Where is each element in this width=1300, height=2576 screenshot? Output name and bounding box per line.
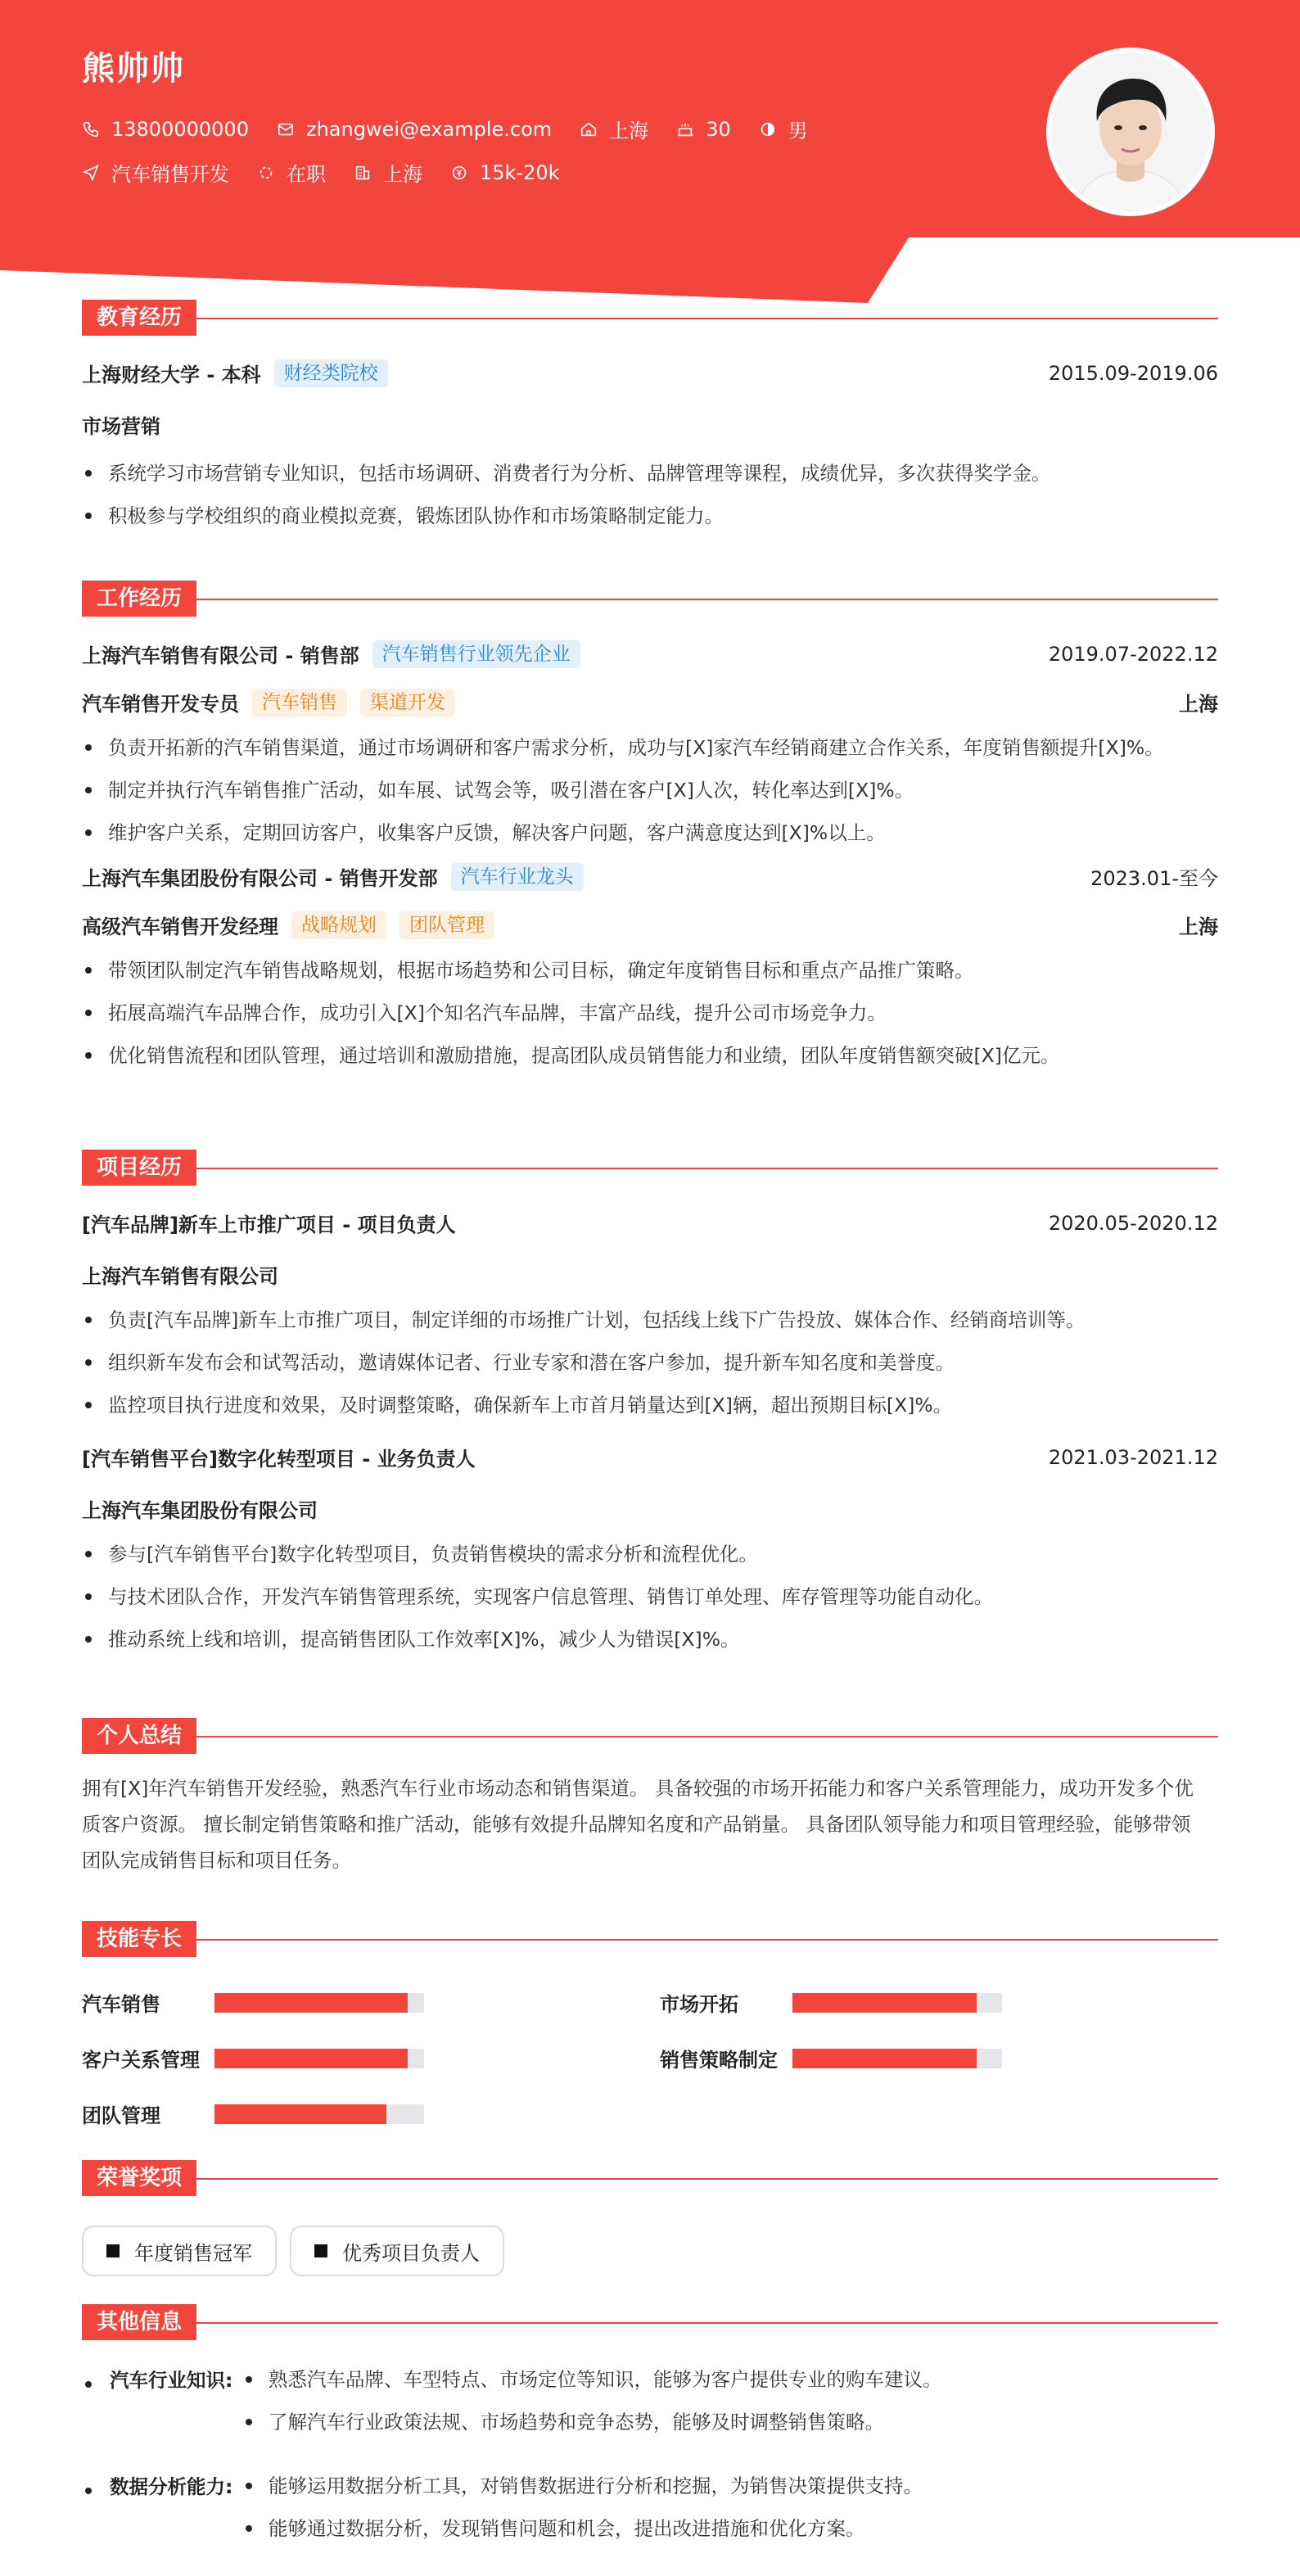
project-name: [汽车销售平台]数字化转型项目 - 业务负责人 (82, 1448, 476, 1471)
major-name: 市场营销 (82, 415, 160, 438)
square-bullet-icon (314, 2244, 327, 2257)
award-badge (290, 2226, 504, 2276)
other-bullets (242, 2358, 942, 2443)
list-item: 负责开拓新的汽车销售渠道，通过市场调研和客户需求分析，成功与[X]家汽车经销商建立合作关系，年度销售额提升[X]%。 (82, 726, 1218, 769)
email-item (277, 118, 552, 141)
work-bullets (82, 726, 1218, 854)
list-item: 拓展高端汽车品牌合作，成功引入[X]个知名汽车品牌，丰富产品线，提升公司市场竞争力。 (82, 992, 1218, 1034)
education-school-row (82, 359, 1218, 387)
award-name: 优秀项目负责人 (342, 2241, 480, 2265)
summary-section (82, 1718, 1218, 1878)
job-target-item (82, 158, 229, 187)
project-bullets (82, 1299, 1218, 1426)
resume-header (0, 0, 1300, 303)
company-tag: 汽车销售行业领先企业 (372, 640, 580, 668)
status-item (257, 158, 326, 187)
section-label: 技能专长 (82, 1921, 196, 1957)
role-name: 高级汽车销售开发经理 (82, 915, 278, 938)
role-row (82, 688, 1218, 716)
skill-name: 客户关系管理 (82, 2049, 200, 2072)
mail-icon (277, 120, 295, 138)
project-date: 2020.05-2020.12 (1048, 1211, 1218, 1235)
company-name: 上海汽车销售有限公司 - 销售部 (82, 644, 359, 667)
skill-item (82, 2099, 424, 2128)
list-item: 能够通过数据分析，发现销售问题和机会，提出改进措施和优化方案。 (242, 2507, 923, 2550)
education-major-row (82, 410, 1218, 439)
contact-row (82, 115, 836, 143)
job-intent-row (82, 158, 588, 187)
section-label: 工作经历 (82, 581, 196, 617)
education-bullets (82, 452, 1218, 537)
salary-text: 15k-20k (480, 160, 560, 184)
section-divider (82, 2178, 1218, 2180)
salary-item (450, 161, 560, 184)
other-item (82, 2365, 942, 2443)
skill-name: 销售策略制定 (660, 2049, 778, 2072)
project-entry-2 (82, 1443, 1218, 1661)
education-section (82, 300, 1218, 537)
list-item: 优化销售流程和团队管理，通过培训和激励措施，提高团队成员销售能力和业绩，团队年度销售额突破[X]亿元。 (82, 1034, 1218, 1077)
company-name: 上海汽车集团股份有限公司 - 销售开发部 (82, 867, 438, 890)
skill-item (660, 2044, 1002, 2072)
age-text: 30 (706, 117, 731, 141)
list-item: 熟悉汽车品牌、车型特点、市场定位等知识，能够为客户提供专业的购车建议。 (242, 2358, 942, 2401)
work-location: 上海 (1179, 693, 1218, 716)
skill-bar-fill (214, 2104, 386, 2124)
city-text: 上海 (609, 120, 649, 142)
skill-item (660, 1988, 1002, 2017)
company-tag: 汽车行业龙头 (451, 863, 584, 891)
skill-name: 团队管理 (82, 2104, 160, 2127)
work-section (82, 581, 1218, 1077)
role-row (82, 911, 1218, 939)
list-item: 制定并执行汽车销售推广活动，如车展、试驾会等，吸引潜在客户[X]人次，转化率达到[X]%。 (82, 769, 1218, 811)
list-item: 组织新车发布会和试驾活动，邀请媒体记者、行业专家和潜在客户参加，提升新车知名度和美誉度。 (82, 1341, 1218, 1384)
section-label: 荣誉奖项 (82, 2160, 196, 2196)
building-icon (354, 164, 372, 182)
section-divider (82, 1736, 1218, 1738)
list-item: 积极参与学校组织的商业模拟竞赛，锻炼团队协作和市场策略制定能力。 (82, 495, 1218, 537)
summary-text (82, 1770, 1218, 1878)
gender-icon (759, 120, 777, 138)
section-divider (82, 599, 1218, 600)
skill-bar-fill (792, 2049, 977, 2068)
status-text: 在职 (287, 163, 326, 186)
section-label: 教育经历 (82, 300, 196, 336)
skill-chip: 渠道开发 (360, 689, 455, 716)
skills-title (82, 1921, 1218, 1960)
list-item: 了解汽车行业政策法规、市场趋势和竞争态势，能够及时调整销售策略。 (242, 2401, 942, 2443)
section-label: 其他信息 (82, 2304, 196, 2340)
summary-line: 质客户资源。 擅长制定销售策略和推广活动，能够有效提升品牌知名度和产品销量。 具备团队领导能力和项目管理经验，能够带领 (82, 1813, 1191, 1836)
education-date: 2015.09-2019.06 (1048, 361, 1218, 385)
list-item: 带领团队制定汽车销售战略规划，根据市场趋势和公司目标，确定年度销售目标和重点产品推广策略。 (82, 949, 1218, 992)
skill-item (82, 1988, 424, 2017)
avatar (1046, 47, 1215, 216)
project-date: 2021.03-2021.12 (1048, 1445, 1218, 1469)
skill-bar (792, 2049, 1002, 2068)
section-divider (82, 1939, 1218, 1941)
skill-chip: 汽车销售 (252, 689, 347, 716)
skill-bar-fill (792, 1993, 977, 2013)
list-item: 参与[汽车销售平台]数字化转型项目，负责销售模块的需求分析和流程优化。 (82, 1533, 1218, 1575)
award-badge (82, 2226, 277, 2276)
avatar-portrait (1051, 52, 1210, 211)
other-section (82, 2304, 1218, 2343)
education-title (82, 300, 1218, 339)
work-entry-1 (82, 639, 1218, 854)
target-city-item (354, 158, 422, 187)
status-icon (257, 164, 275, 182)
city-item (580, 115, 648, 143)
skill-name: 汽车销售 (82, 1993, 160, 2016)
work-title (82, 581, 1218, 620)
section-label: 个人总结 (82, 1718, 196, 1754)
list-item: 与技术团队合作，开发汽车销售管理系统，实现客户信息管理、销售订单处理、库存管理等功能自动化。 (82, 1575, 1218, 1618)
other-label: 汽车行业知识: (82, 2365, 242, 2443)
project-title-row (82, 1209, 1218, 1237)
project-entry-1 (82, 1209, 1218, 1426)
gender-item (759, 115, 808, 143)
work-entry-2 (82, 862, 1218, 1077)
project-company-row (82, 1494, 1218, 1523)
project-section (82, 1150, 1218, 1661)
age-item (676, 118, 731, 141)
skill-bar (214, 2104, 424, 2124)
section-label: 项目经历 (82, 1150, 196, 1186)
skills-section (82, 1921, 1218, 2134)
summary-line: 团队完成销售目标和项目任务。 (82, 1849, 351, 1872)
job-target-text: 汽车销售开发 (111, 163, 229, 186)
gender-text: 男 (788, 120, 808, 142)
list-item: 能够运用数据分析工具，对销售数据进行分析和挖掘，为销售决策提供支持。 (242, 2465, 923, 2507)
section-divider (82, 318, 1218, 319)
project-company: 上海汽车销售有限公司 (82, 1265, 278, 1288)
company-row (82, 862, 1218, 891)
awards-list (82, 2226, 1218, 2276)
list-item: 推动系统上线和培训，提高销售团队工作效率[X]%，减少人为错误[X]%。 (82, 1618, 1218, 1661)
square-bullet-icon (106, 2244, 120, 2257)
project-name: [汽车品牌]新车上市推广项目 - 项目负责人 (82, 1213, 456, 1236)
email-text: zhangwei@example.com (305, 117, 553, 141)
list-item: 系统学习市场营销专业知识，包括市场调研、消费者行为分析、品牌管理等课程，成绩优异，多次获得奖学金。 (82, 452, 1218, 495)
skill-bar (214, 1993, 424, 2013)
skill-name: 市场开拓 (660, 1993, 738, 2016)
section-divider (82, 1168, 1218, 1169)
work-location: 上海 (1179, 915, 1218, 938)
phone-item (82, 118, 249, 141)
role-name: 汽车销售开发专员 (82, 693, 239, 716)
money-icon (450, 164, 468, 182)
project-bullets (82, 1533, 1218, 1661)
home-icon (580, 120, 598, 138)
list-item: 维护客户关系，定期回访客户，收集客户反馈，解决客户问题，客户满意度达到[X]%以上。 (82, 811, 1218, 854)
cake-icon (676, 120, 694, 138)
school-name: 上海财经大学 - 本科 (82, 364, 261, 386)
list-item: 监控项目执行进度和效果，及时调整策略，确保新车上市首月销量达到[X]辆，超出预期目标[X]%。 (82, 1384, 1218, 1426)
skill-bar-fill (214, 2049, 408, 2068)
skill-bar-fill (214, 1993, 408, 2013)
awards-title (82, 2160, 1218, 2199)
awards-section (82, 2160, 1218, 2276)
phone-icon (82, 120, 100, 138)
skill-bar (792, 1993, 1002, 2013)
school-tag: 财经类院校 (274, 359, 388, 387)
work-bullets (82, 949, 1218, 1077)
skill-chip: 战略规划 (291, 911, 386, 939)
skill-bar (214, 2049, 424, 2068)
list-item: 负责[汽车品牌]新车上市推广项目，制定详细的市场推广计划，包括线上线下广告投放、媒体合作、经销商培训等。 (82, 1299, 1218, 1341)
project-title-row (82, 1443, 1218, 1471)
project-title (82, 1150, 1218, 1189)
section-divider (82, 2322, 1218, 2324)
other-label: 数据分析能力: (82, 2471, 242, 2550)
company-row (82, 639, 1218, 668)
skill-chip: 团队管理 (399, 911, 494, 939)
send-icon (82, 164, 100, 182)
candidate-name: 熊帅帅 (82, 50, 185, 88)
summary-line: 拥有[X]年汽车销售开发经验，熟悉汽车行业市场动态和销售渠道。 具备较强的市场开拓能力和客户关系管理能力，成功开发多个优 (82, 1777, 1194, 1800)
other-bullets (242, 2465, 923, 2550)
summary-title (82, 1718, 1218, 1757)
work-date: 2023.01-至今 (1090, 867, 1218, 890)
skill-item (82, 2044, 424, 2072)
project-company: 上海汽车集团股份有限公司 (82, 1499, 318, 1522)
phone-text: 13800000000 (111, 117, 249, 141)
other-item (82, 2471, 923, 2550)
work-date: 2019.07-2022.12 (1048, 642, 1218, 666)
other-title (82, 2304, 1218, 2343)
target-city-text: 上海 (383, 163, 422, 186)
project-company-row (82, 1260, 1218, 1289)
award-name: 年度销售冠军 (134, 2241, 252, 2265)
